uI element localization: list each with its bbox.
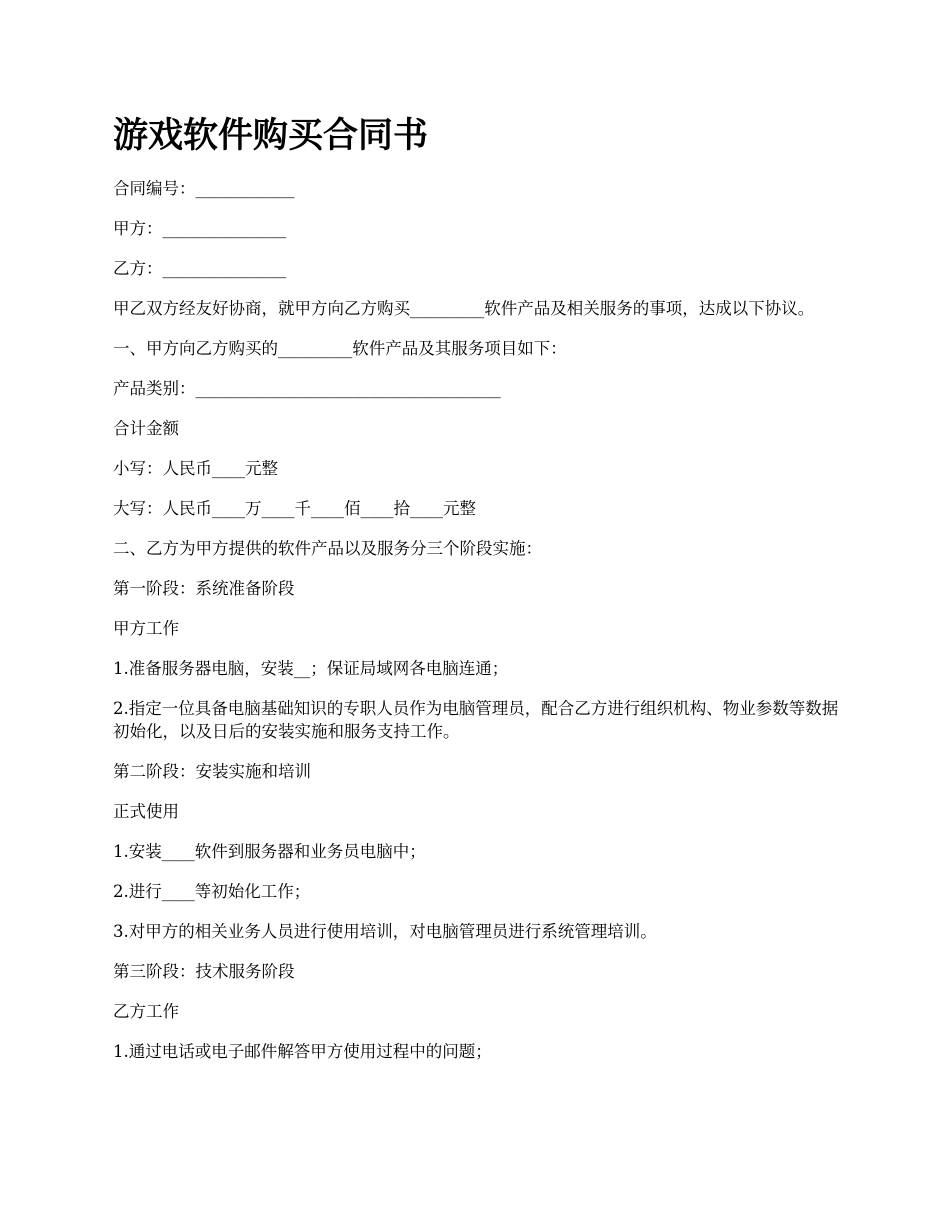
document-page: [113, 112, 843, 1080]
document-title: 游戏软件购买合同书: [113, 115, 429, 156]
section-one-heading: 一、甲方向乙方购买的_________软件产品及其服务项目如下：: [113, 339, 567, 358]
stage-two-item-2: 2.进行____等初始化工作；: [113, 882, 311, 901]
stage-three-heading: 第三阶段：技术服务阶段: [113, 962, 295, 981]
stage-two-heading: 第二阶段：安装实施和培训: [113, 762, 311, 781]
amount-uppercase-line: 大写：人民币____万____千____佰____拾____元整: [113, 499, 476, 518]
formal-use-label: 正式使用: [113, 802, 179, 821]
stage-two-item-3: 3.对甲方的相关业务人员进行使用培训，对电脑管理员进行系统管理培训。: [113, 922, 657, 941]
stage-one-item-2: 2.指定一位具备电脑基础知识的专职人员作为电脑管理员，配合乙方进行组织机构、物业参数等数据初始化，以及日后的安装实施和服务支持工作。: [113, 699, 839, 741]
stage-two-item-1: 1.安装____软件到服务器和业务员电脑中；: [113, 842, 426, 861]
stage-three-item-1: 1.通过电话或电子邮件解答甲方使用过程中的问题；: [113, 1042, 492, 1061]
total-amount-label: 合计金额: [113, 419, 179, 438]
party-a-line: 甲方：_______________: [113, 219, 287, 238]
amount-lowercase-line: 小写：人民币____元整: [113, 459, 278, 478]
party-b-work-label: 乙方工作: [113, 1002, 179, 1021]
stage-one-item-1: 1.准备服务器电脑，安装__；保证局域网各电脑连通；: [113, 659, 509, 678]
intro-paragraph: 甲乙双方经友好协商，就甲方向乙方购买_________软件产品及相关服务的事项，达成以下协议。: [113, 299, 815, 318]
party-b-line: 乙方：_______________: [113, 259, 287, 278]
contract-number-line: 合同编号：____________: [113, 179, 295, 198]
section-two-heading: 二、乙方为甲方提供的软件产品以及服务分三个阶段实施：: [113, 539, 542, 558]
stage-one-heading: 第一阶段：系统准备阶段: [113, 579, 295, 598]
party-a-work-label: 甲方工作: [113, 619, 179, 638]
product-category-line: 产品类别：_____________________________________: [113, 379, 501, 398]
